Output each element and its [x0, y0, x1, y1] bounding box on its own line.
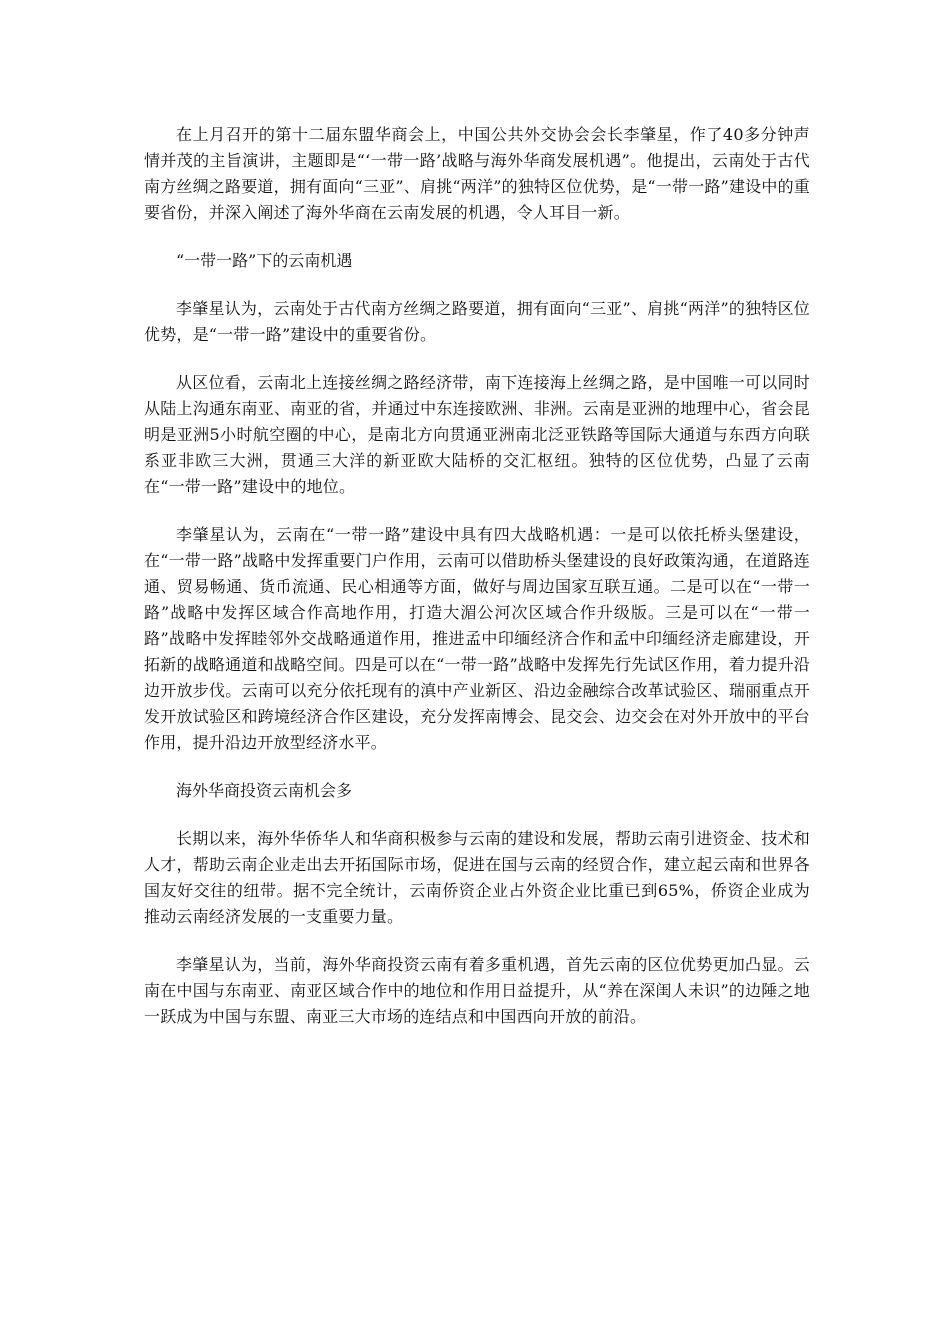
paragraph-regional-position: 从区位看，云南北上连接丝绸之路经济带，南下连接海上丝绸之路，是中国唯一可以同时从陆上沟通东南亚、南亚的省，并通过中东连接欧洲、非洲。云南是亚洲的地理中心，省会昆明是亚洲5小时航空圈的中心，是南北方向贯通亚洲南北泛亚铁路等国际大通道与东西方向联系亚非欧三大洲，贯通三大洋的新亚欧大陆桥的交汇枢纽。独特的区位优势，凸显了云南在“一带一路”建设中的地位。 — [144, 373, 810, 496]
paragraph-investment-opportunities: 李肇星认为，当前，海外华商投资云南有着多重机遇，首先云南的区位优势更加凸显。云南在中国与东南亚、南亚区域合作中的地位和作用日益提升，从“养在深闺人未识”的边陲之地一跃成为中国与东盟、南亚三大市场的连结点和中国西向开放的前沿。 — [144, 955, 810, 1026]
paragraph-four-opportunities: 李肇星认为，云南在“一带一路”建设中具有四大战略机遇：一是可以依托桥头堡建设，在“一带一路”战略中发挥重要门户作用，云南可以借助桥头堡建设的良好政策沟通，在道路连通、贸易畅通、货币流通、民心相通等方面，做好与周边国家互联互通。二是可以在“一带一路”战略中发挥区域合作高地作用，打造大湄公河次区域合作升级版。三是可以在“一带一路”战略中发挥睦邻外交战略通道作用，推进孟中印缅经济合作和孟中印缅经济走廊建设，开拓新的战略通道和战略空间。四是可以在“一带一路”战略中发挥先行先试区作用，着力提升沿边开放步伐。云南可以充分依托现有的滇中产业新区、沿边金融综合改革试验区、瑞丽重点开发开放试验区和跨境经济合作区建设，充分发挥南博会、昆交会、边交会在对外开放中的平台作用，提升沿边开放型经济水平。 — [144, 525, 810, 752]
paragraph-intro: 在上月召开的第十二届东盟华商会上，中国公共外交协会会长李肇星，作了40多分钟声情并茂的主旨演讲，主题即是“‘一带一路’战略与海外华商发展机遇”。他提出，云南处于古代南方丝绸之路要道，拥有面向“三亚”、肩挑“两洋”的独特区位优势，是“一带一路”建设中的重要省份，并深入阐述了海外华商在云南发展的机遇，令人耳目一新。 — [144, 125, 810, 222]
section-heading-overseas-investment: 海外华商投资云南机会多 — [176, 781, 353, 800]
section-heading-yunnan-opportunity: “一带一路”下的云南机遇 — [176, 251, 353, 270]
document-body — [144, 122, 810, 1052]
paragraph-location-advantage: 李肇星认为，云南处于古代南方丝绸之路要道，拥有面向“三亚”、肩挑“两洋”的独特区位优势，是“一带一路”建设中的重要省份。 — [144, 299, 810, 344]
paragraph-overseas-chinese-role: 长期以来，海外华侨华人和华商积极参与云南的建设和发展，帮助云南引进资金、技术和人才，帮助云南企业走出去开拓国际市场，促进在国与云南的经贸合作，建立起云南和世界各国友好交往的纽带。据不完全统计，云南侨资企业占外资企业比重已到65%，侨资企业成为推动云南经济发展的一支重要力量。 — [144, 829, 810, 926]
